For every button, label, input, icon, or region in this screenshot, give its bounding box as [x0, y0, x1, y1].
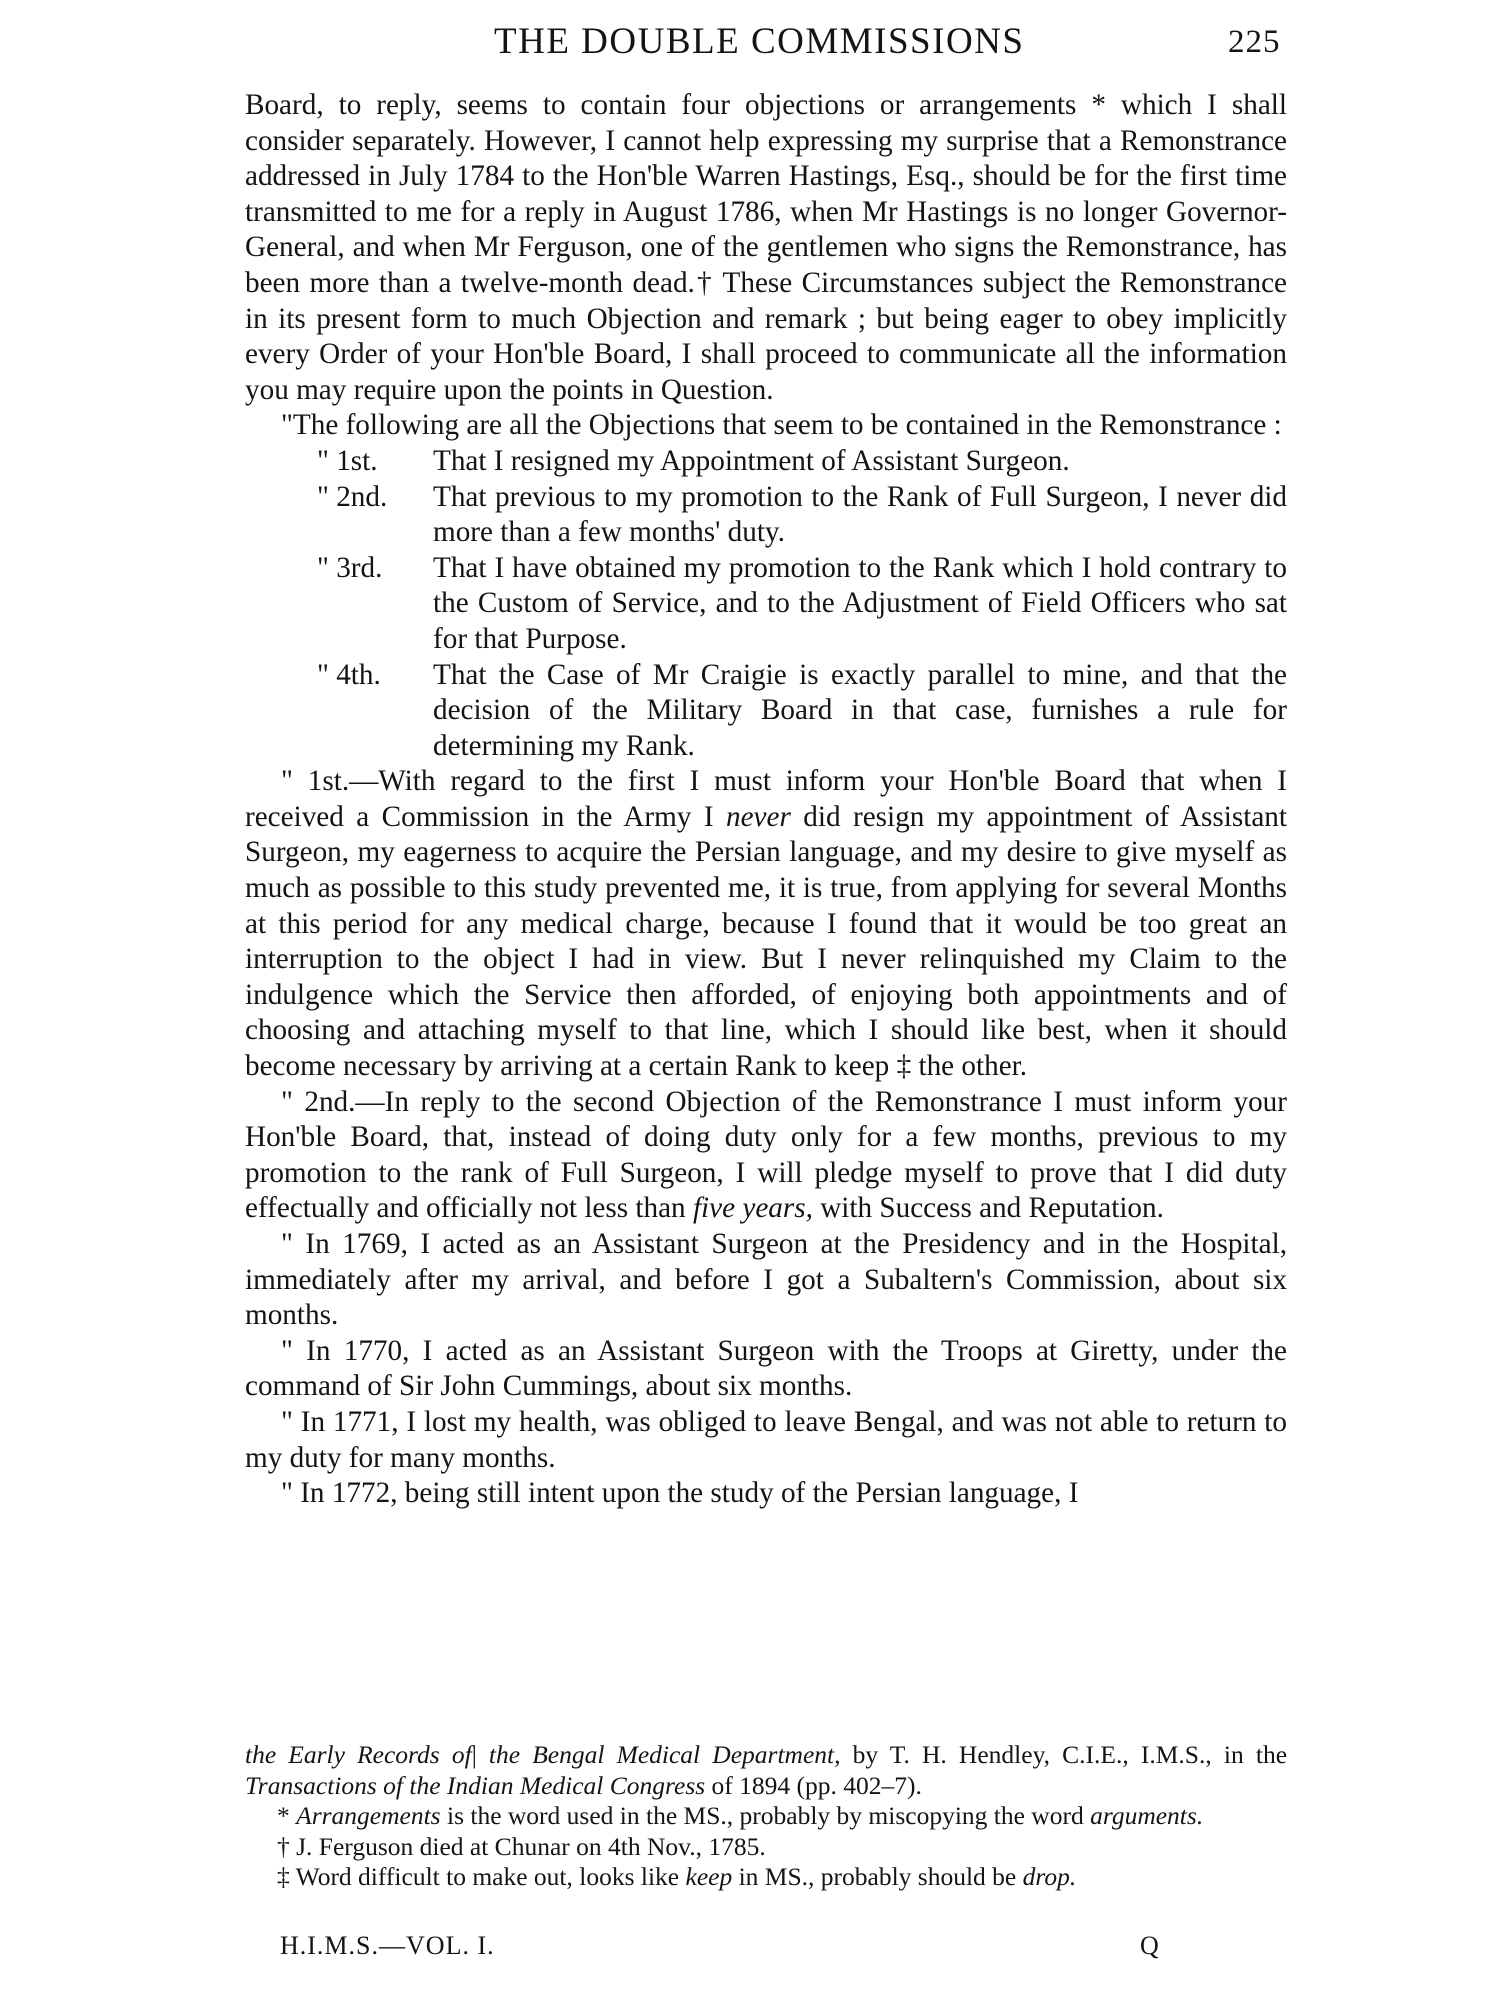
objection-number: " 1st. [317, 444, 378, 477]
objection-text: That the Case of Mr Craigie is exactly parallel to mine, and that the decision of the Military Board in that case, furnishes a rule for determining my Rank. [433, 658, 1287, 762]
footnote-text: ‡ Word difficult to make out, looks like [277, 1862, 686, 1891]
paragraph-1771: " In 1771, I lost my health, was obliged to leave Bengal, and was not able to return to my duty for many months. [245, 1405, 1287, 1474]
footnote-emphasis: keep [685, 1862, 733, 1891]
objection-item [245, 658, 1287, 765]
objection-item [245, 444, 1287, 480]
footnote-dagger: † J. Ferguson died at Chunar on 4th Nov., 1785. [277, 1831, 766, 1861]
signature-line [280, 1931, 1160, 1961]
reply-second-emphasis: five years, [692, 1192, 813, 1225]
page-number: 225 [1228, 24, 1281, 60]
body-text [245, 88, 1287, 1512]
paragraph-1772: " In 1772, being still intent upon the study of the Persian language, I [281, 1477, 1079, 1510]
volume-signature: H.I.M.S.—VOL. I. [280, 1931, 495, 1960]
footnote-emphasis: Arrangements [296, 1801, 441, 1830]
footnote-title-part1: the Early Records of [245, 1740, 472, 1769]
reply-first-start: " 1st.—With regard to the first I must inform your Hon'ble Board that when I received a Commission in the Army I [245, 765, 1287, 833]
paragraph-1769: " In 1769, I acted as an Assistant Surgeon at the Presidency and in the Hospital, immediately after my arrival, and before I got a Subaltern's Commission, about six months. [245, 1228, 1287, 1332]
footnote-mark: | [471, 1740, 477, 1769]
footnote-emphasis: drop. [1022, 1862, 1077, 1891]
footnotes [245, 1740, 1287, 1893]
paragraph-1770: " In 1770, I acted as an Assistant Surgeon with the Troops at Giretty, under the command of Sir John Cummings, about six months. [245, 1334, 1287, 1403]
footnote-asterisk [245, 1801, 1287, 1832]
footnote-text: is the word used in the MS., probably by miscopying the word [440, 1801, 1091, 1830]
reply-second-start: " 2nd.—In reply to the second Objection of the Remonstrance I must inform your Hon'ble Board, that, instead of doing duty only for a few months, previous to my promotion to the rank of Full Surgeon, I will pledge myself to prove that I did duty effectually and officially not less than [245, 1085, 1287, 1225]
footnote-emphasis: arguments. [1090, 1801, 1204, 1830]
footnote-marker: * [277, 1801, 297, 1830]
reply-first-emphasis: never [725, 800, 791, 833]
running-title: THE DOUBLE COMMISSIONS [494, 21, 1025, 62]
reply-first-rest: did resign my appointment of Assistant Surgeon, my eagerness to acquire the Persian language, and my desire to give myself as much as possible to this study prevented me, it is true, from applying for several Months at this period for any medical charge, because I found that it would be too great an interruption to the object I had in view. But I never relinquished my Claim to the indulgence which the Service then afforded, of enjoying both appointments and of choosing and attaching myself to that line, which I should like best, when it should become necessary by arriving at a certain Rank to keep ‡ the other. [245, 800, 1287, 1083]
objection-item [245, 480, 1287, 551]
paragraph-reply-second [245, 1085, 1287, 1227]
objection-number: " 2nd. [317, 480, 388, 513]
objection-item [245, 551, 1287, 658]
reply-second-rest: with Success and Reputation. [812, 1192, 1164, 1225]
footnote-text: of 1894 (pp. 402–7). [705, 1770, 922, 1800]
objection-number: " 3rd. [317, 551, 383, 584]
paragraph-reply-first [245, 764, 1287, 1084]
footnote-continued [245, 1740, 1287, 1801]
footnote-journal: Transactions of the Indian Medical Congress [245, 1770, 706, 1800]
footnote-text: by T. H. Hendley, C.I.E., I.M.S., in the [840, 1740, 1288, 1769]
objection-text: That I have obtained my promotion to the Rank which I hold contrary to the Custom of Service, and to the Adjustment of Field Officers who sat for that Purpose. [433, 551, 1287, 655]
footnote-title-part2: the Bengal Medical Department, [476, 1740, 841, 1769]
objection-text: That previous to my promotion to the Rank of Full Surgeon, I never did more than a few months' duty. [433, 480, 1287, 549]
paragraph-objections-lead: "The following are all the Objections that seem to be contained in the Remonstrance : [281, 409, 1282, 442]
paragraph-intro: Board, to reply, seems to contain four objections or arrangements * which I shall consider separately. However, I cannot help expressing my surprise that a Remonstrance addressed in July 1784 to the Hon'ble Warren Hastings, Esq., should be for the first time transmitted to me for a reply in August 1786, when Mr Hastings is no longer Governor-General, and when Mr Ferguson, one of the gentlemen who signs the Remonstrance, has been more than a twelve-month dead.† These Circumstances subject the Remonstrance in its present form to much Objection and remark ; but being eager to obey implicitly every Order of your Hon'ble Board, I shall proceed to communicate all the information you may require upon the points in Question. [245, 89, 1287, 406]
footnote-text: in MS., probably should be [732, 1862, 1023, 1891]
footnote-double-dagger [245, 1862, 1287, 1893]
objection-number: " 4th. [317, 658, 381, 691]
objection-text: That I resigned my Appointment of Assistant Surgeon. [433, 444, 1070, 477]
signature-mark: Q [1140, 1931, 1160, 1960]
